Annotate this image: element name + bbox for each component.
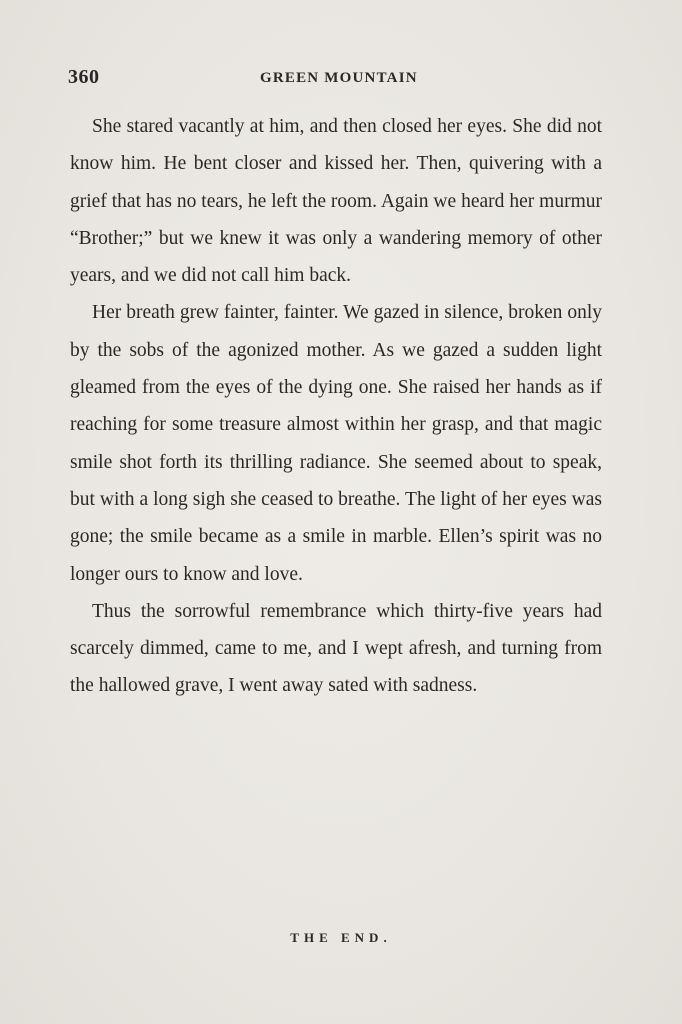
body-text [70, 108, 602, 705]
page-number: 360 [68, 66, 100, 88]
paragraph-3: Thus the sorrowful remembrance which thirty-five years had scarcely dimmed, came to me, and I wept afresh, and turning from the hallowed grave, I went away sated with sadness. [70, 600, 602, 697]
paragraph-2: Her breath grew fainter, fainter. We gazed in silence, broken only by the sobs of the agonized mother. As we gazed a sudden light gleamed from the eyes of the dying one. She raised her hands as if reaching for some treasure almost within her grasp, and that magic smile shot forth its thrilling radiance. She seemed about to speak, but with a long sigh she ceased to breathe. The light of her eyes was gone; the smile became as a smile in marble. Ellen’s spirit was no longer ours to know and love. [70, 302, 602, 585]
the-end-mark: THE END. [290, 930, 392, 945]
running-title: GREEN MOUNTAIN [260, 70, 418, 86]
running-head [68, 66, 608, 92]
paragraph-1: She stared vacantly at him, and then closed her eyes. She did not know him. He bent closer and kissed her. Then, quivering with a grief that has no tears, he left the room. Again we heard her murmur “Brother;” but we knew it was only a wandering memory of other years, and we did not call him back. [70, 116, 602, 287]
